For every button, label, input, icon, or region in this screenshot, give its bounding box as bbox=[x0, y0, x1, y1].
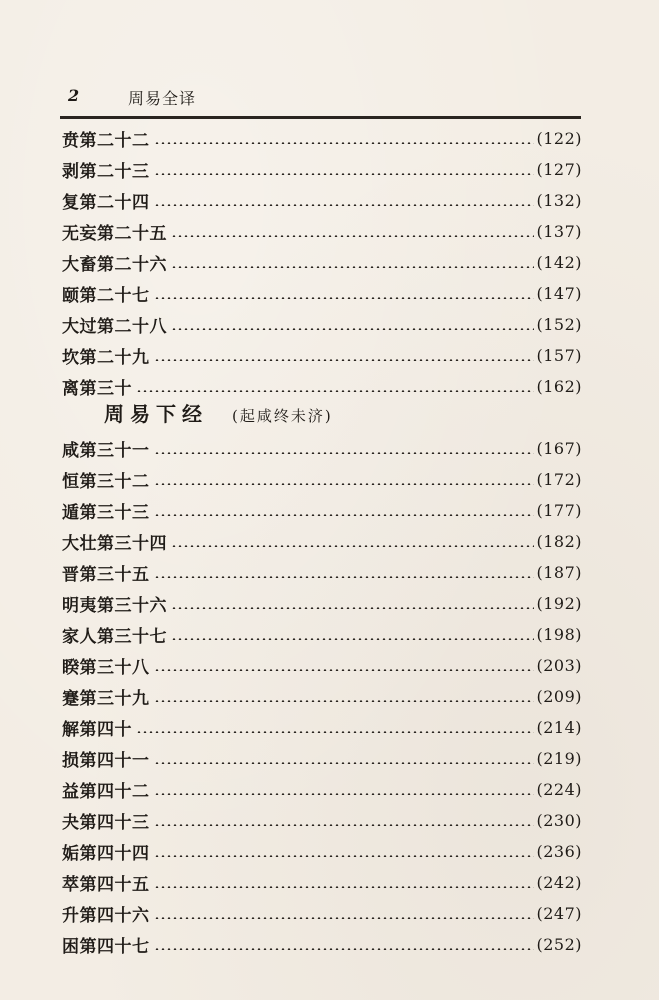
dot-leader bbox=[154, 359, 535, 361]
toc-entry bbox=[62, 619, 582, 650]
page-header bbox=[60, 86, 580, 112]
toc-entry-label: 家人第三十七 bbox=[62, 627, 167, 647]
dot-leader bbox=[154, 948, 535, 950]
toc-entry-label: 睽第三十八 bbox=[62, 658, 150, 678]
toc-entry-label: 贲第二十二 bbox=[62, 131, 150, 151]
dot-leader bbox=[154, 886, 535, 888]
toc-entry bbox=[62, 464, 582, 495]
dot-leader bbox=[154, 204, 535, 206]
toc-entry-label: 萃第四十五 bbox=[62, 875, 150, 895]
toc-entry-page: (137) bbox=[536, 222, 582, 241]
toc-entry-label: 益第四十二 bbox=[62, 782, 150, 802]
toc-entry-page: (236) bbox=[536, 842, 582, 861]
toc-entry-page: (147) bbox=[536, 284, 582, 303]
toc-entry-label: 大过第二十八 bbox=[62, 317, 167, 337]
toc-entry bbox=[62, 309, 582, 340]
header-rule bbox=[60, 116, 581, 119]
toc-entry bbox=[62, 774, 582, 805]
toc-entry bbox=[62, 867, 582, 898]
toc-entry-label: 离第三十 bbox=[62, 379, 132, 399]
toc-entry-page: (203) bbox=[536, 656, 582, 675]
toc-lower-list bbox=[62, 433, 582, 960]
dot-leader bbox=[154, 824, 535, 826]
toc-entry-label: 颐第二十七 bbox=[62, 286, 150, 306]
toc-entry-page: (230) bbox=[536, 811, 582, 830]
toc-entry-label: 大壮第三十四 bbox=[62, 534, 167, 554]
toc-entry-page: (209) bbox=[536, 687, 582, 706]
section-title: 周易下经 bbox=[104, 402, 208, 426]
toc-entry bbox=[62, 247, 582, 278]
dot-leader bbox=[154, 917, 535, 919]
dot-leader bbox=[154, 855, 535, 857]
dot-leader bbox=[171, 638, 534, 640]
toc-entry-label: 剥第二十三 bbox=[62, 162, 150, 182]
toc-entry-label: 咸第三十一 bbox=[62, 441, 150, 461]
dot-leader bbox=[154, 669, 535, 671]
toc-entry bbox=[62, 340, 582, 371]
toc-entry-page: (127) bbox=[536, 160, 582, 179]
dot-leader bbox=[154, 793, 535, 795]
toc-entry-label: 夬第四十三 bbox=[62, 813, 150, 833]
toc-entry-page: (157) bbox=[536, 346, 582, 365]
toc-entry-label: 无妄第二十五 bbox=[62, 224, 167, 244]
toc-entry-page: (162) bbox=[536, 377, 582, 396]
dot-leader bbox=[171, 266, 534, 268]
dot-leader bbox=[154, 700, 535, 702]
toc-entry-label: 解第四十 bbox=[62, 720, 132, 740]
toc-entry bbox=[62, 836, 582, 867]
dot-leader bbox=[154, 514, 535, 516]
toc-entry bbox=[62, 526, 582, 557]
toc-entry-page: (167) bbox=[536, 439, 582, 458]
dot-leader bbox=[136, 731, 534, 733]
dot-leader bbox=[154, 452, 535, 454]
toc-entry-page: (132) bbox=[536, 191, 582, 210]
toc-upper-list bbox=[62, 123, 582, 402]
toc-entry-page: (247) bbox=[536, 904, 582, 923]
toc-entry-page: (214) bbox=[536, 718, 582, 737]
toc-entry-page: (252) bbox=[536, 935, 582, 954]
toc-entry-page: (242) bbox=[536, 873, 582, 892]
toc-entry bbox=[62, 681, 582, 712]
toc-entry bbox=[62, 929, 582, 960]
toc-entry bbox=[62, 743, 582, 774]
toc-entry-page: (219) bbox=[536, 749, 582, 768]
toc-entry-page: (142) bbox=[536, 253, 582, 272]
toc-entry bbox=[62, 278, 582, 309]
toc-entry-label: 蹇第三十九 bbox=[62, 689, 150, 709]
toc-entry bbox=[62, 805, 582, 836]
dot-leader bbox=[154, 173, 535, 175]
dot-leader bbox=[154, 297, 535, 299]
section-heading bbox=[104, 398, 333, 426]
dot-leader bbox=[171, 545, 534, 547]
toc-entry bbox=[62, 588, 582, 619]
toc-entry-page: (187) bbox=[536, 563, 582, 582]
dot-leader bbox=[171, 235, 534, 237]
toc-entry-page: (224) bbox=[536, 780, 582, 799]
dot-leader bbox=[154, 576, 535, 578]
toc-entry-label: 坎第二十九 bbox=[62, 348, 150, 368]
toc-entry-label: 升第四十六 bbox=[62, 906, 150, 926]
toc-entry bbox=[62, 495, 582, 526]
dot-leader bbox=[171, 328, 534, 330]
toc-entry-page: (172) bbox=[536, 470, 582, 489]
toc-entry-label: 复第二十四 bbox=[62, 193, 150, 213]
section-note: (起咸终未济) bbox=[232, 407, 333, 425]
toc-entry bbox=[62, 557, 582, 588]
toc-entry bbox=[62, 185, 582, 216]
toc-entry-page: (177) bbox=[536, 501, 582, 520]
toc-entry-label: 遁第三十三 bbox=[62, 503, 150, 523]
toc-entry-label: 晋第三十五 bbox=[62, 565, 150, 585]
toc-entry-page: (198) bbox=[536, 625, 582, 644]
page-number: 2 bbox=[68, 86, 80, 105]
dot-leader bbox=[154, 762, 535, 764]
toc-entry-label: 明夷第三十六 bbox=[62, 596, 167, 616]
dot-leader bbox=[154, 142, 535, 144]
toc-entry bbox=[62, 433, 582, 464]
toc-entry bbox=[62, 123, 582, 154]
toc-entry-label: 大畜第二十六 bbox=[62, 255, 167, 275]
running-title: 周易全译 bbox=[128, 89, 197, 108]
toc-entry-label: 姤第四十四 bbox=[62, 844, 150, 864]
toc-entry bbox=[62, 216, 582, 247]
toc-entry bbox=[62, 898, 582, 929]
toc-entry-page: (182) bbox=[536, 532, 582, 551]
toc-entry-label: 恒第三十二 bbox=[62, 472, 150, 492]
toc-entry-page: (122) bbox=[536, 129, 582, 148]
toc-entry bbox=[62, 650, 582, 681]
dot-leader bbox=[154, 483, 535, 485]
toc-entry-label: 困第四十七 bbox=[62, 937, 150, 957]
toc-entry-page: (192) bbox=[536, 594, 582, 613]
dot-leader bbox=[136, 390, 534, 392]
toc-entry-page: (152) bbox=[536, 315, 582, 334]
toc-entry-label: 损第四十一 bbox=[62, 751, 150, 771]
toc-entry bbox=[62, 712, 582, 743]
dot-leader bbox=[171, 607, 534, 609]
toc-entry bbox=[62, 154, 582, 185]
